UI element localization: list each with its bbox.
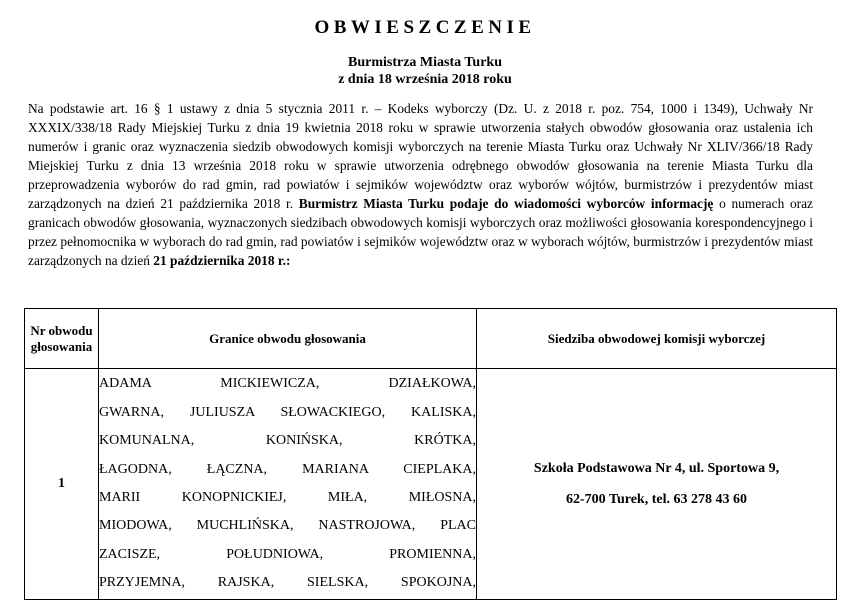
intro-text-part1: Na podstawie art. 16 § 1 ustawy z dnia 5 stycznia 2011 r. – Kodeks wyborczy (Dz. U. z 2018 r. poz. 754, 1000 i 1349), Uchwały Nr XXXIX/338/18 Rady Miejskiej Turku z dnia 19 kwietnia 2018 roku w sprawie utworzenia stałych obwodów głosowania oraz ustalenia ich numerów i granic oraz wyznaczenia siedzib obwodowych komisji wyborczych na terenie Miasta Turku oraz Uchwały Nr XLIV/366/18 Rady Miejskiej Turku z dnia 13 września 2018 roku w sprawie utworzenia odrębnego obwodów głosowania na terenie Miasta Turku dla przeprowadzenia wyborów do rad gmin, rad powiatów i sejmików województw oraz wyborów wójtów, burmistrzów i prezydentów miast zarządzonych na dzień 21 października 2018 r.: [28, 101, 813, 211]
street-line: ADAMA MICKIEWICZA, DZIAŁKOWA,: [99, 376, 476, 392]
street-line: MIODOWA, MUCHLIŃSKA, NASTROJOWA, PLAC: [99, 518, 476, 534]
commission-seat-address: Szkoła Podstawowa Nr 4, ul. Sportowa 9,: [533, 461, 780, 476]
street-line: ZACISZE, POŁUDNIOWA, PROMIENNA,: [99, 546, 476, 562]
street-line: PRZYJEMNA, RAJSKA, SIELSKA, SPOKOJNA,: [99, 575, 476, 591]
district-streets: [99, 369, 477, 600]
voting-districts-table: [24, 308, 837, 600]
street-line: ŁAGODNA, ŁĄCZNA, MARIANA CIEPLAKA,: [99, 461, 476, 477]
intro-bold-date: 21 października 2018 r.:: [153, 253, 291, 268]
table-row: [25, 369, 837, 600]
street-line: GWARNA, JULIUSZA SŁOWACKIEGO, KALISKA,: [99, 404, 476, 420]
intro-paragraph: [28, 99, 813, 270]
document-subtitle-date: z dnia 18 września 2018 roku: [338, 72, 512, 87]
street-line: MARII KONOPNICKIEJ, MIŁA, MIŁOSNA,: [99, 490, 476, 505]
commission-seat: [477, 369, 837, 600]
intro-text-part2: o numerach oraz granicach obwodów głosowania, wyznaczonych siedzibach obwodowych komisji wyborczych oraz możliwości głosowania korespondencyjnego i przez pełnomocnika w wyborach do rad gmin, rad powiatów i sejmików województw oraz w wyborach wójtów, burmistrzów i prezydentów miast zarządzonych na dzień: [28, 196, 814, 268]
header-commission-seat: Siedziba obwodowej komisji wyborczej: [477, 309, 837, 369]
district-number: 1: [25, 369, 99, 600]
header-district-number: Nr obwodu głosowania: [25, 309, 99, 369]
table-header-row: [25, 309, 837, 369]
document-title: OBWIESZCZENIE: [314, 17, 536, 38]
header-district-boundaries: Granice obwodu głosowania: [99, 309, 477, 369]
intro-bold-announcement: Burmistrz Miasta Turku podaje do wiadomości wyborców informację: [298, 196, 714, 211]
commission-seat-contact: 62-700 Turek, tel. 63 278 43 60: [566, 492, 747, 507]
street-line: KOMUNALNA, KONIŃSKA, KRÓTKA,: [99, 433, 476, 449]
document-subtitle-issuer: Burmistrza Miasta Turku: [347, 55, 502, 70]
